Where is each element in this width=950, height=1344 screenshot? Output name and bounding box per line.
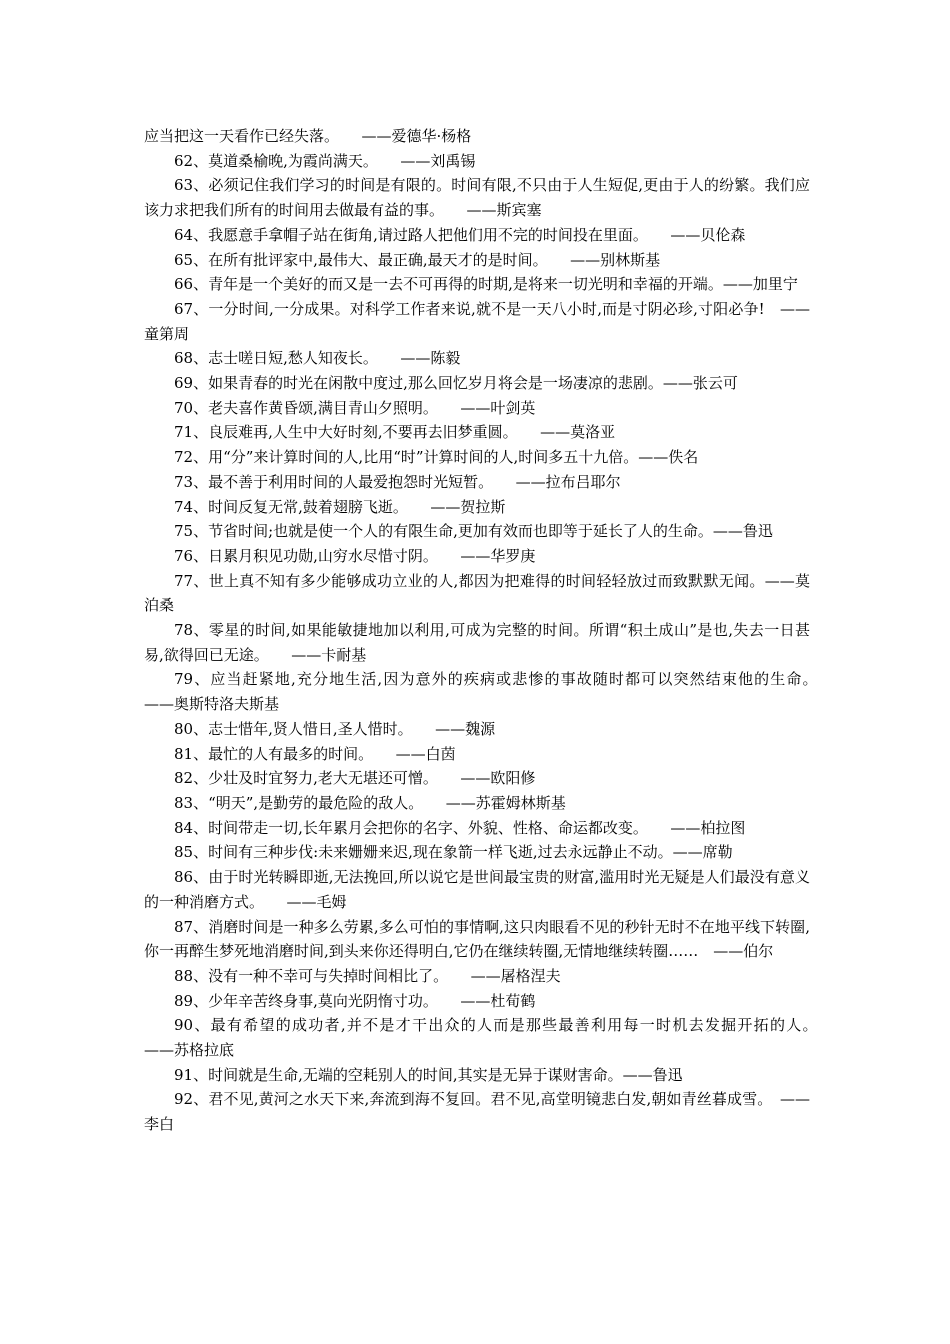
quote-76: 76、日累月积见功勋,山穷水尽惜寸阴。 ——华罗庚	[174, 546, 536, 565]
quote-70: 70、老夫喜作黄昏颂,满目青山夕照明。 ——叶剑英	[174, 398, 536, 417]
quote-continuation: 应当把这一天看作已经失落。 ——爱德华·杨格	[144, 127, 472, 145]
quote-74: 74、时间反复无常,鼓着翅膀飞逝。 ——贺拉斯	[174, 497, 506, 516]
document-page	[144, 124, 841, 1137]
quote-78: 78、零星的时间,如果能敏捷地加以利用,可成为完整的时间。所谓“积土成山”是也,失去一日甚易,欲得回已无途。 ——卡耐基	[144, 621, 810, 664]
quote-69: 69、如果青春的时光在闲散中度过,那么回忆岁月将会是一场凄凉的悲剧。——张云可	[174, 374, 738, 393]
quote-92: 92、君不见,黄河之水天下来,奔流到海不复回。君不见,高堂明镜悲白发,朝如青丝暮成雪。 ——李白	[144, 1090, 810, 1134]
quote-87: 87、消磨时间是一种多么劳累,多么可怕的事情啊,这只肉眼看不见的秒针无时不在地平线下转圈,你一再醉生梦死地消磨时间,到头来你还得明白,它仍在继续转圈,无情地继续转圈…… ——伯尔	[144, 917, 810, 961]
quote-79: 79、应当赶紧地,充分地生活,因为意外的疾病或悲惨的事故随时都可以突然结束他的生命。 ——奥斯特洛夫斯基	[144, 670, 841, 714]
quote-73: 73、最不善于利用时间的人最爱抱怨时光短暂。 ——拉布吕耶尔	[174, 472, 621, 491]
quote-64: 64、我愿意手拿帽子站在街角,请过路人把他们用不完的时间投在里面。 ——贝伦森	[174, 225, 746, 244]
quote-75: 75、节省时间;也就是使一个人的有限生命,更加有效而也即等于延长了人的生命。——鲁迅	[174, 522, 773, 541]
quote-84: 84、时间带走一切,长年累月会把你的名字、外貌、性格、命运都改变。 ——柏拉图	[174, 818, 746, 837]
quote-86: 86、由于时光转瞬即逝,无法挽回,所以说它是世间最宝贵的财富,滥用时光无疑是人们最没有意义的一种消磨方式。 ——毛姆	[144, 868, 810, 911]
quote-82: 82、少壮及时宜努力,老大无堪还可憎。 ——欧阳修	[174, 769, 536, 788]
quote-88: 88、没有一种不幸可与失掉时间相比了。 ——屠格涅夫	[174, 966, 561, 985]
quote-71: 71、良辰难再,人生中大好时刻,不要再去旧梦重圆。 ——莫洛亚	[174, 423, 616, 442]
quote-77: 77、世上真不知有多少能够成功立业的人,都因为把难得的时间轻轻放过而致默默无闻。——莫泊桑	[144, 571, 810, 615]
quote-66: 66、青年是一个美好的而又是一去不可再得的时期,是将来一切光明和幸福的开端。——加里宁	[174, 275, 798, 294]
quote-85: 85、时间有三种步伐:未来姗姗来迟,现在象箭一样飞逝,过去永远静止不动。——席勒	[174, 843, 733, 862]
quote-90: 90、最有希望的成功者,并不是才干出众的人而是那些最善利用每一时机去发掘开拓的人。 ——苏格拉底	[144, 1016, 841, 1060]
quote-91: 91、时间就是生命,无端的空耗别人的时间,其实是无异于谋财害命。——鲁迅	[174, 1065, 683, 1084]
quote-72: 72、用“分”来计算时间的人,比用“时”计算时间的人,时间多五十九倍。——佚名	[174, 448, 699, 467]
quote-89: 89、少年辛苦终身事,莫向光阴惰寸功。 ——杜荀鹤	[174, 991, 536, 1010]
quote-80: 80、志士惜年,贤人惜日,圣人惜时。 ——魏源	[174, 719, 496, 738]
quote-81: 81、最忙的人有最多的时间。 ——白茵	[174, 744, 456, 763]
quote-83: 83、“明天”,是勤劳的最危险的敌人。 ——苏霍姆林斯基	[174, 793, 566, 812]
quote-68: 68、志士嗟日短,愁人知夜长。 ——陈毅	[174, 349, 461, 368]
quote-63: 63、必须记住我们学习的时间是有限的。时间有限,不只由于人生短促,更由于人的纷繁。我们应该力求把我们所有的时间用去做最有益的事。 ——斯宾塞	[144, 176, 810, 220]
quote-65: 65、在所有批评家中,最伟大、最正确,最天才的是时间。 ——别林斯基	[174, 250, 661, 269]
quote-62: 62、莫道桑榆晚,为霞尚满天。 ——刘禹锡	[174, 151, 476, 170]
quote-67: 67、一分时间,一分成果。对科学工作者来说,就不是一天八小时,而是寸阴必珍,寸阳必争! ——童第周	[144, 299, 810, 343]
